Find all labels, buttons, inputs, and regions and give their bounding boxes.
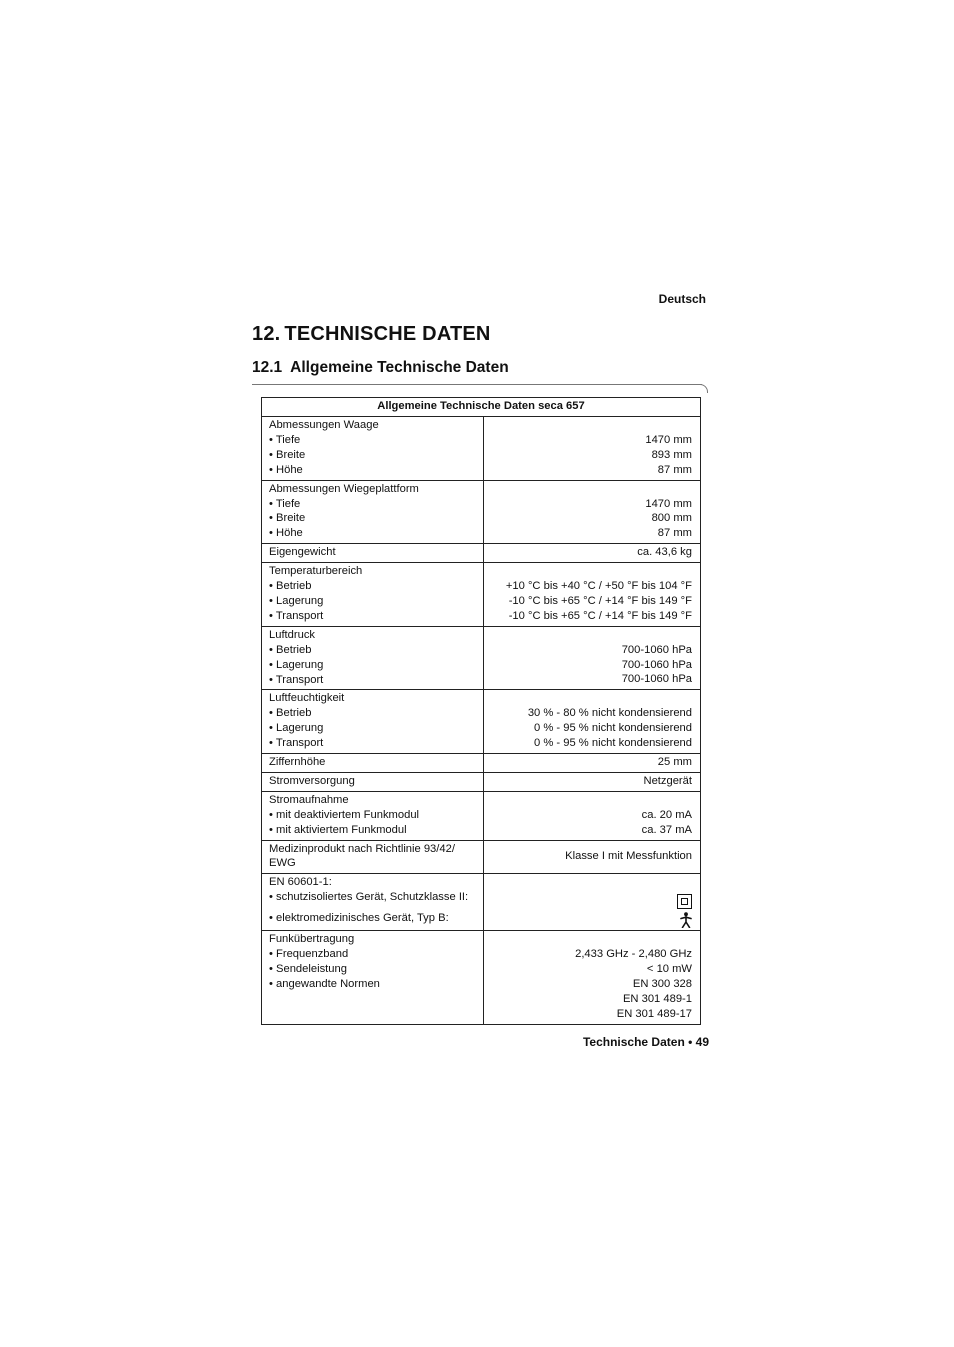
table-row (262, 874, 701, 931)
spec-value-cell (484, 874, 701, 931)
spec-item: • elektromedizinisches Gerät, Typ B: (269, 912, 449, 925)
table-row (262, 754, 701, 773)
spec-item: • angewandte Normen (269, 977, 380, 990)
type-b-applied-part-icon (680, 912, 692, 933)
table-row (262, 480, 701, 544)
spec-item: • Tiefe (269, 497, 301, 510)
spec-value-cell (484, 791, 701, 840)
spec-item: • Tiefe (269, 433, 301, 446)
spec-label: Abmessungen Waage (269, 419, 379, 431)
spec-label-cell (262, 690, 484, 754)
spec-value: Klasse I mit Messfunktion (565, 850, 692, 863)
spec-label-cell (262, 754, 484, 773)
spec-label-cell (262, 626, 484, 690)
table-row (262, 690, 701, 754)
spec-value: ca. 43,6 kg (637, 546, 692, 559)
page-footer: Technische Daten • 49 (582, 1035, 709, 1049)
spec-item: • Betrieb (269, 643, 312, 656)
spec-value-cell (484, 772, 701, 791)
chapter-number: 12. (252, 323, 281, 345)
spec-value: Netzgerät (643, 774, 692, 787)
spec-label-cell (262, 480, 484, 544)
spec-item: • Betrieb (269, 707, 312, 720)
spec-value-cell (484, 544, 701, 563)
table-row (262, 417, 701, 481)
spec-label: Medizinprodukt nach Richtlinie 93/42/ (269, 842, 455, 855)
spec-item: • Lagerung (269, 722, 324, 735)
spec-item: • Betrieb (269, 580, 312, 593)
chapter-title: TECHNISCHE DATEN (284, 323, 491, 345)
spec-value: 87 mm (657, 463, 692, 476)
spec-value: -10 °C bis +65 °C / +14 °F bis 149 °F (508, 594, 692, 607)
spec-label-cell (262, 772, 484, 791)
spec-item: • Sendeleistung (269, 963, 347, 976)
spec-item: • mit deaktiviertem Funkmodul (269, 808, 420, 821)
chapter-heading (252, 323, 491, 346)
spec-item: • Frequenzband (269, 948, 349, 961)
spec-value-cell (484, 563, 701, 627)
spec-label-cell (262, 931, 484, 1024)
spec-label-cell (262, 840, 484, 874)
table-row (262, 563, 701, 627)
spec-value: 0 % - 95 % nicht kondensierend (534, 722, 692, 735)
spec-value: 1470 mm (645, 497, 692, 510)
spec-label: Ziffernhöhe (269, 756, 326, 769)
spec-item: • Breite (269, 512, 306, 525)
spec-label: Luftdruck (269, 628, 316, 641)
spec-item: • Transport (269, 609, 324, 622)
spec-value: < 10 mW (646, 963, 692, 976)
table-row (262, 791, 701, 840)
spec-label-cell (262, 417, 484, 481)
spec-item: • schutzisoliertes Gerät, Schutzklasse II: (269, 891, 469, 904)
spec-label-cell (262, 544, 484, 563)
spec-value-cell (484, 754, 701, 773)
spec-label-cell (262, 563, 484, 627)
spec-label: Stromversorgung (269, 774, 355, 787)
spec-value-cell (484, 480, 701, 544)
table-row (262, 931, 701, 1024)
spec-value-cell (484, 417, 701, 481)
spec-table-caption: Allgemeine Technische Daten seca 657 (262, 398, 701, 417)
spec-label-cell (262, 874, 484, 931)
spec-table (261, 397, 701, 1025)
table-row (262, 544, 701, 563)
spec-label: Eigengewicht (269, 546, 336, 559)
spec-value: 1470 mm (645, 433, 692, 446)
spec-value: ca. 20 mA (641, 808, 692, 821)
language-label: Deutsch (658, 292, 706, 306)
spec-value: 700-1060 hPa (621, 673, 692, 686)
spec-value: EN 301 489-1 (622, 992, 692, 1005)
spec-value: 30 % - 80 % nicht kondensierend (527, 707, 692, 720)
spec-value-cell (484, 626, 701, 690)
spec-value: 25 mm (657, 756, 692, 769)
spec-item: • Transport (269, 737, 324, 750)
spec-label-cell (262, 791, 484, 840)
spec-value: EN 300 328 (632, 977, 692, 990)
double-insulation-icon (677, 894, 692, 909)
section-number: 12.1 (252, 359, 283, 376)
spec-label: Temperaturbereich (269, 565, 363, 578)
section-heading (252, 359, 509, 377)
section-title: Allgemeine Technische Daten (290, 359, 509, 376)
spec-item: • Lagerung (269, 658, 324, 671)
section-divider-curve (699, 384, 708, 393)
spec-item: • mit aktiviertem Funkmodul (269, 823, 407, 836)
spec-value: 2,433 GHz - 2,480 GHz (575, 948, 692, 961)
spec-item: • Höhe (269, 527, 303, 540)
spec-value: +10 °C bis +40 °C / +50 °F bis 104 °F (505, 580, 692, 593)
spec-value-cell (484, 690, 701, 754)
spec-item: • Transport (269, 673, 324, 686)
spec-value: 893 mm (651, 448, 692, 461)
spec-item: • Lagerung (269, 594, 324, 607)
spec-value: 87 mm (657, 527, 692, 540)
spec-item: • Breite (269, 448, 306, 461)
table-row (262, 840, 701, 874)
spec-value-cell (484, 931, 701, 1024)
table-row (262, 626, 701, 690)
spec-label: Luftfeuchtigkeit (269, 692, 345, 705)
spec-value: 700-1060 hPa (621, 658, 692, 671)
table-row (262, 772, 701, 791)
section-divider (252, 384, 702, 385)
spec-value: 0 % - 95 % nicht kondensierend (534, 737, 692, 750)
spec-value: ca. 37 mA (641, 823, 692, 836)
spec-label: Stromaufnahme (269, 793, 349, 806)
spec-item: • Höhe (269, 463, 303, 476)
spec-value: 700-1060 hPa (621, 643, 692, 656)
spec-value: 800 mm (651, 512, 692, 525)
spec-label: EN 60601-1: (269, 876, 332, 889)
spec-value: EN 301 489-17 (616, 1007, 692, 1020)
spec-label: EWG (269, 857, 296, 870)
spec-label: Funkübertragung (269, 933, 355, 946)
spec-label: Abmessungen Wiegeplattform (269, 482, 419, 495)
spec-value-cell (484, 840, 701, 874)
spec-value: -10 °C bis +65 °C / +14 °F bis 149 °F (508, 609, 692, 622)
